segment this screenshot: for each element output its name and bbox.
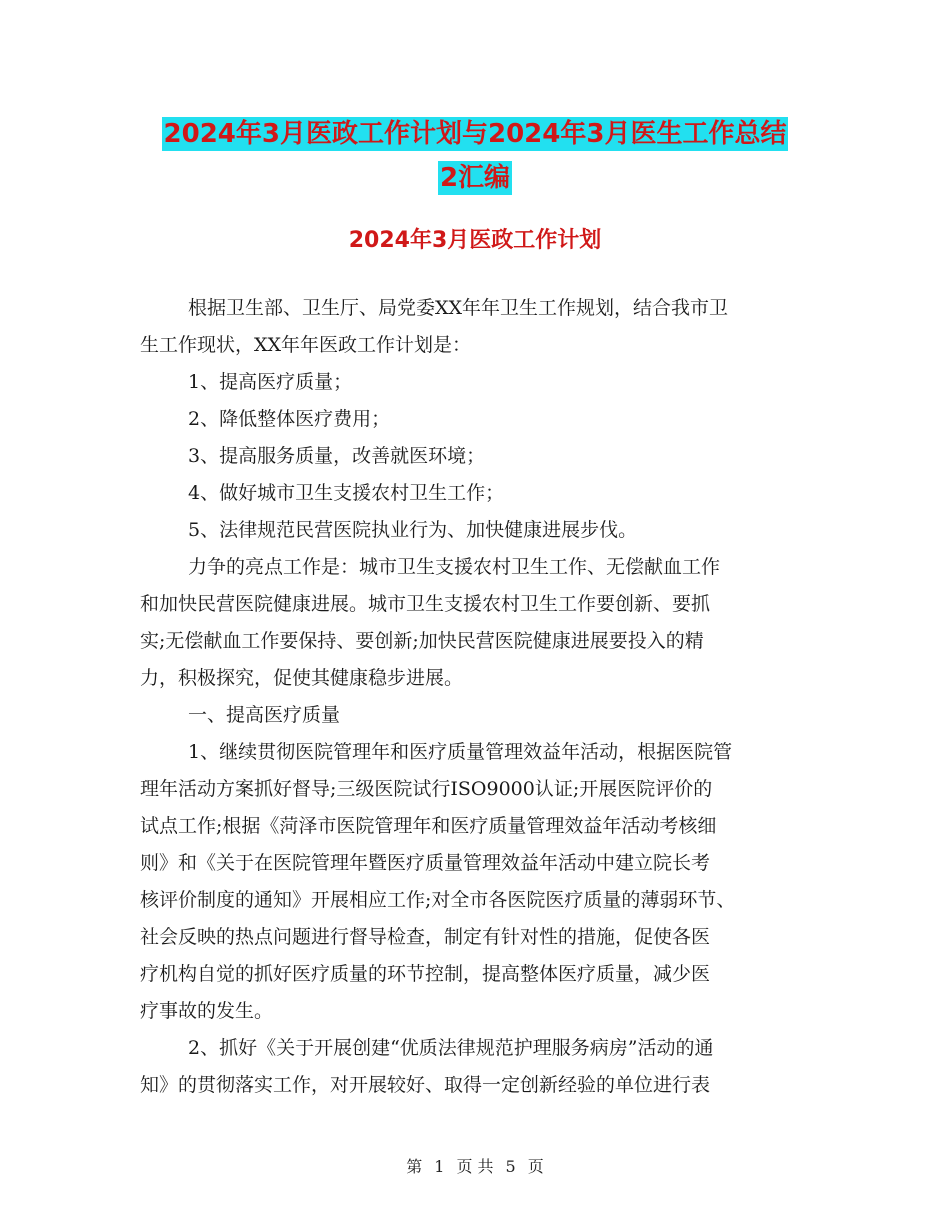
body-line: 力争的亮点工作是：城市卫生支援农村卫生工作、无偿献血工作 bbox=[188, 556, 721, 578]
section-title: 2024年3月医政工作计划 bbox=[348, 228, 602, 253]
body-line: 疗机构自觉的抓好医疗质量的环节控制，提高整体医疗质量，减少医 bbox=[140, 963, 711, 985]
document-body bbox=[140, 290, 830, 1104]
body-line: 一、提高医疗质量 bbox=[188, 704, 341, 726]
body-line: 实;无偿献血工作要保持、要创新;加快民营医院健康进展要投入的精 bbox=[140, 630, 704, 652]
footer-page-number: 1 bbox=[434, 1157, 445, 1176]
document-title-line-1: 2024年3月医政工作计划与2024年3月医生工作总结 bbox=[163, 119, 787, 149]
body-line: 1、继续贯彻医院管理年和医疗质量管理效益年活动，根据医院管 bbox=[188, 741, 733, 763]
body-line: 4、做好城市卫生支援农村卫生工作； bbox=[188, 482, 505, 504]
body-line: 1、提高医疗质量； bbox=[188, 371, 353, 393]
body-line: 社会反映的热点问题进行督导检查，制定有针对性的措施，促使各医 bbox=[140, 926, 711, 948]
body-line: 理年活动方案抓好督导;三级医院试行ISO9000认证;开展医院评价的 bbox=[140, 778, 713, 800]
body-line: 2、抓好《关于开展创建“优质法律规范护理服务病房”活动的通 bbox=[188, 1037, 714, 1059]
body-line: 根据卫生部、卫生厅、局党委XX年年卫生工作规划，结合我市卫 bbox=[188, 297, 729, 319]
body-line: 力，积极探究，促使其健康稳步进展。 bbox=[140, 667, 464, 689]
body-line: 则》和《关于在医院管理年暨医疗质量管理效益年活动中建立院长考 bbox=[140, 852, 711, 874]
body-line: 试点工作;根据《菏泽市医院管理年和医疗质量管理效益年活动考核细 bbox=[140, 815, 717, 837]
body-line: 2、降低整体医疗费用； bbox=[188, 408, 391, 430]
body-line: 和加快民营医院健康进展。城市卫生支援农村卫生工作要创新、要抓 bbox=[140, 593, 711, 615]
footer-suffix: 页 bbox=[527, 1157, 544, 1176]
footer-middle: 页 共 bbox=[456, 1157, 494, 1176]
footer-prefix: 第 bbox=[406, 1157, 423, 1176]
body-line: 疗事故的发生。 bbox=[140, 1000, 274, 1022]
page-footer bbox=[0, 1154, 950, 1177]
footer-total-pages: 5 bbox=[505, 1157, 516, 1176]
body-line: 5、法律规范民营医院执业行为、加快健康进展步伐。 bbox=[188, 519, 638, 541]
document-title-line-2: 2汇编 bbox=[439, 163, 511, 193]
body-line: 3、提高服务质量，改善就医环境； bbox=[188, 445, 486, 467]
body-line: 生工作现状，XX年年医政工作计划是： bbox=[140, 334, 472, 356]
body-line: 知》的贯彻落实工作，对开展较好、取得一定创新经验的单位进行表 bbox=[140, 1074, 711, 1096]
body-line: 核评价制度的通知》开展相应工作;对全市各医院医疗质量的薄弱环节、 bbox=[140, 889, 736, 911]
